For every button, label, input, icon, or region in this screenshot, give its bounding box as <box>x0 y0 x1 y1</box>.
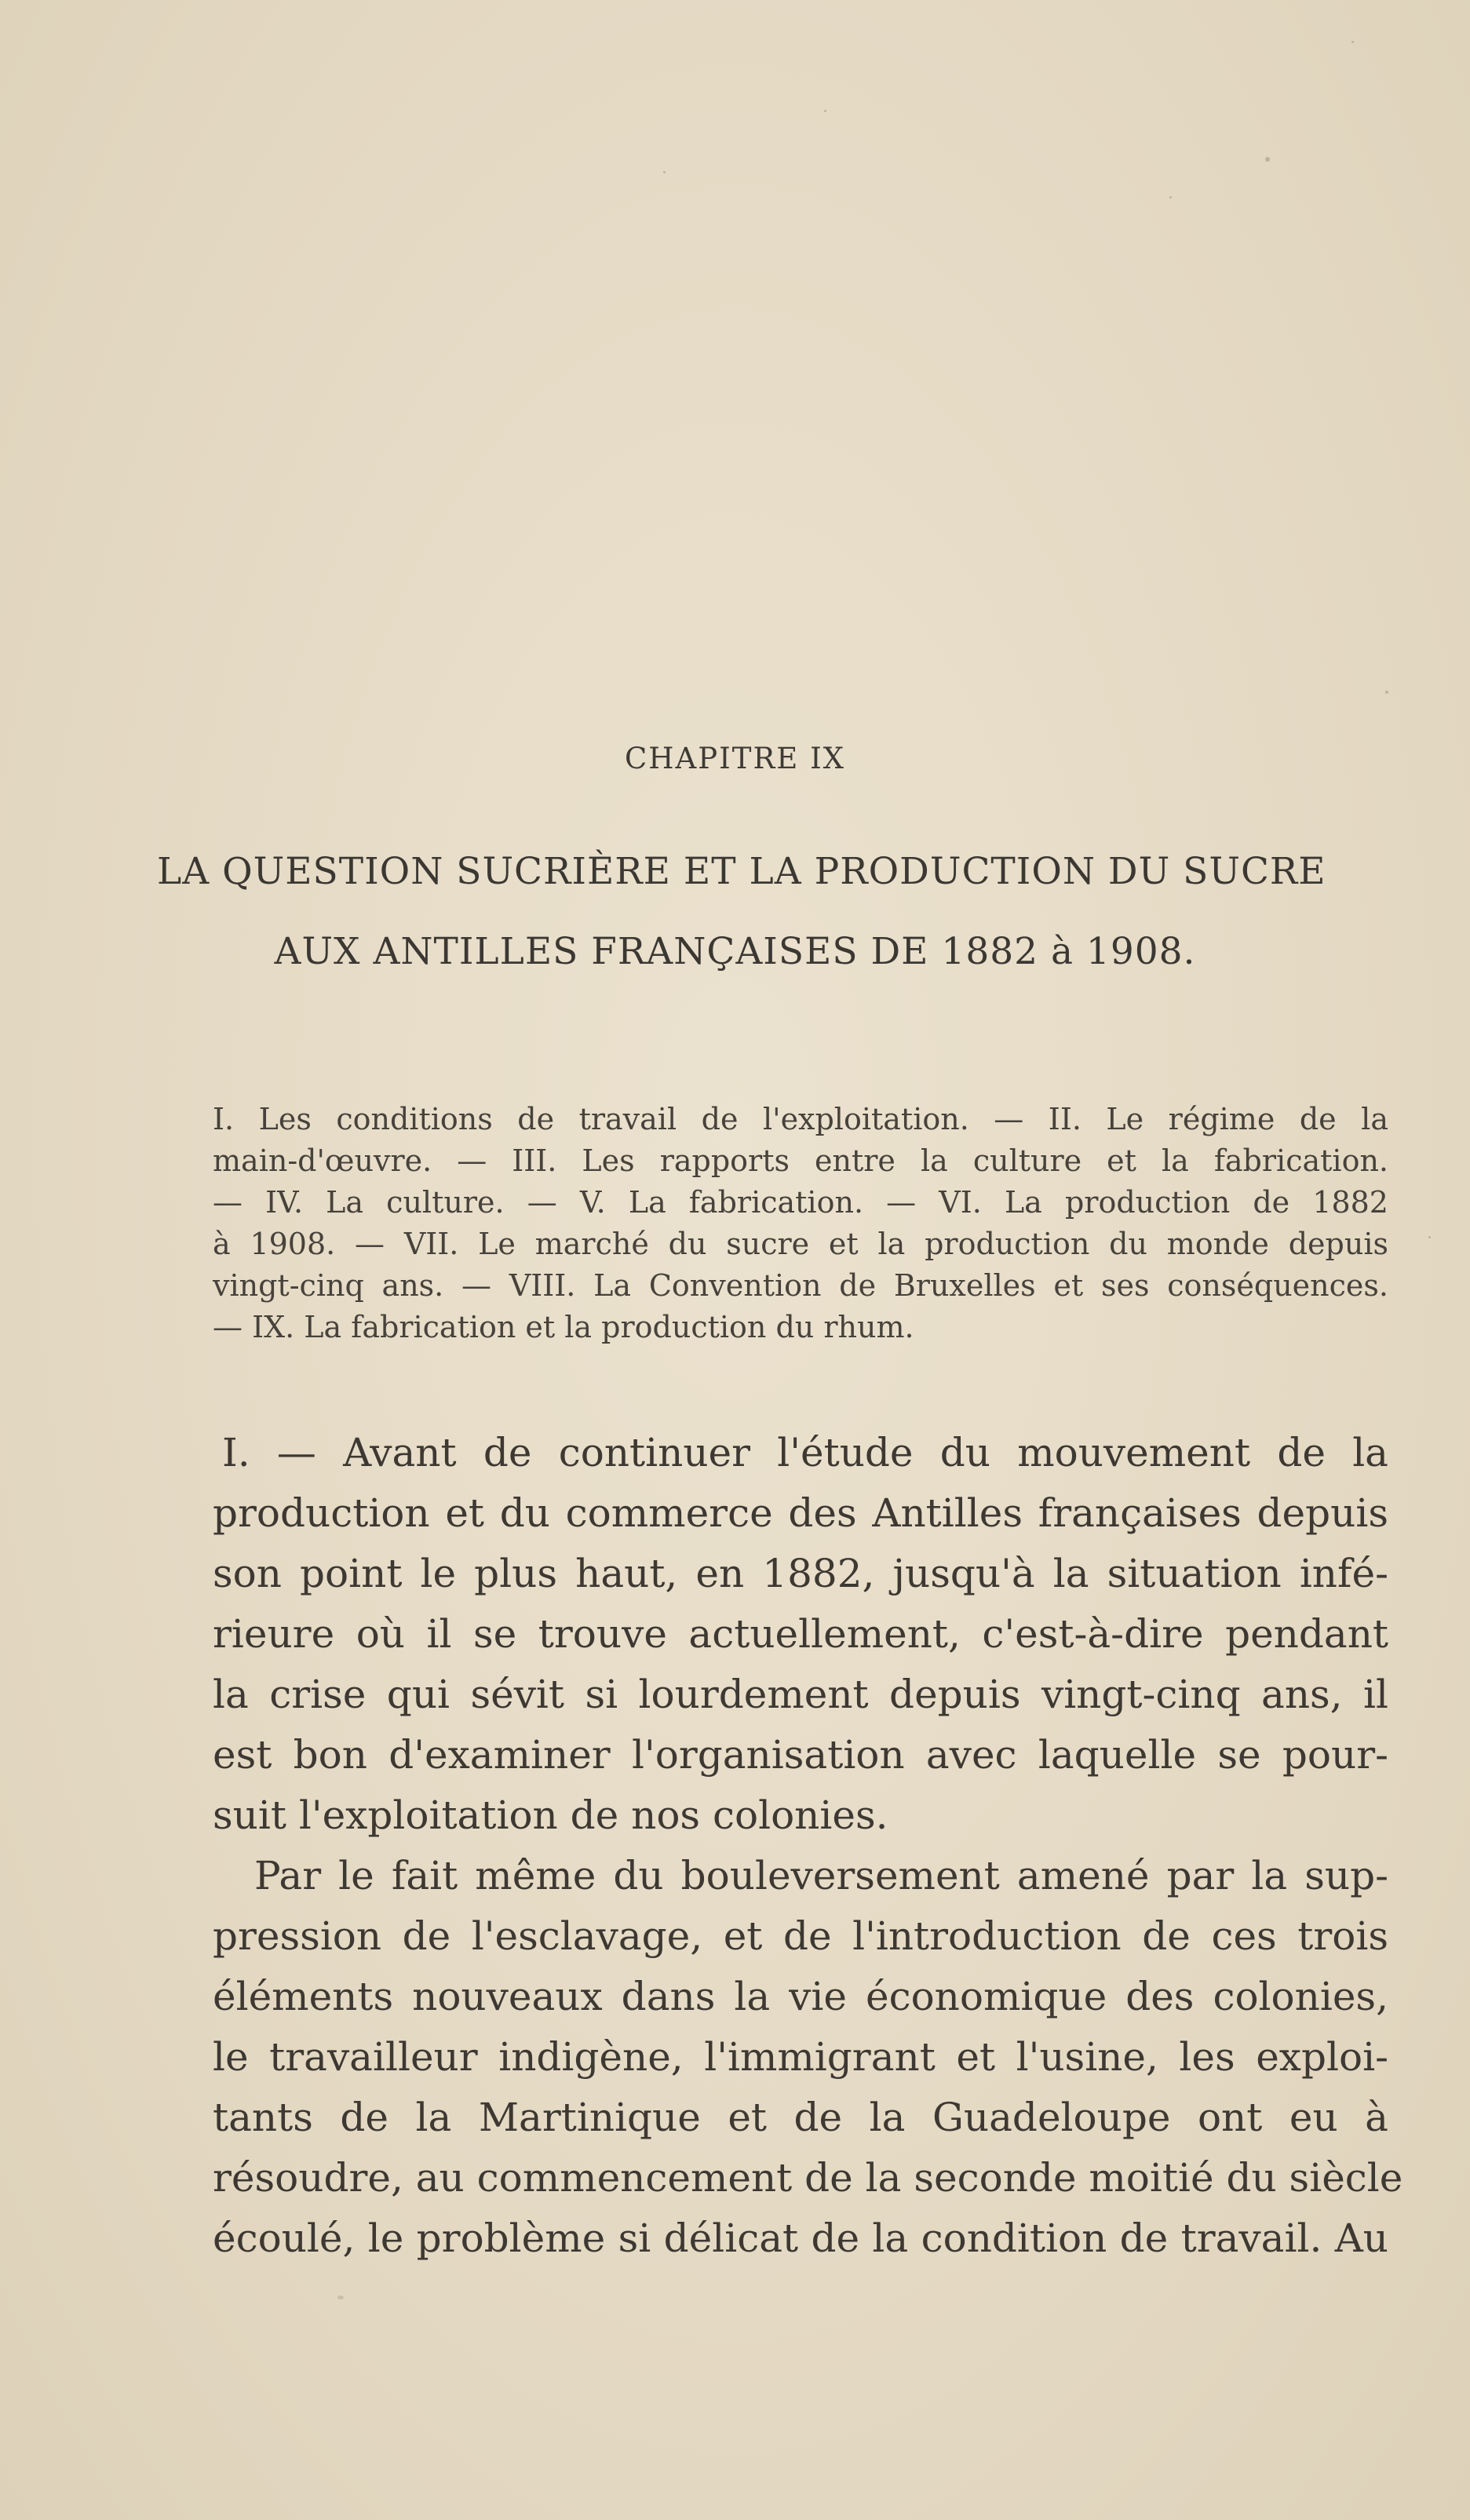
summary-line: — IX. La fabrication et la production du rhum. <box>213 1310 914 1344</box>
chapter-title-line-1: LA QUESTION SUCRIÈRE ET LA PRODUCTION DU SUCRE <box>157 850 1326 893</box>
body-line: est bon d'examiner l'organisation avec laquelle se pour- <box>213 1732 1388 1778</box>
paper-speck <box>1265 157 1270 162</box>
paper-speck <box>337 2296 344 2299</box>
paper-speck <box>1169 196 1172 199</box>
body-line: la crise qui sévit si lourdement depuis vingt-cinq ans, il <box>213 1672 1388 1717</box>
body-line: écoulé, le problème si délicat de la condition de travail. Au <box>213 2215 1388 2261</box>
chapter-title-line-2: AUX ANTILLES FRANÇAISES DE 1882 à 1908. <box>274 930 1196 973</box>
summary-line: — IV. La culture. — V. La fabrication. — VI. La production de 1882 <box>213 1185 1388 1220</box>
body-line: résoudre, au commencement de la seconde moitié du siècle <box>213 2155 1403 2201</box>
body-line: I. — Avant de continuer l'étude du mouvement de la <box>222 1430 1388 1475</box>
summary-line: I. Les conditions de travail de l'exploitation. — II. Le régime de la <box>213 1102 1388 1136</box>
paper-speck <box>824 110 826 112</box>
body-line: éléments nouveaux dans la vie économique des colonies, <box>213 1974 1388 2019</box>
summary-line: main-d'œuvre. — III. Les rapports entre la culture et la fabrication. <box>213 1143 1388 1178</box>
body-line: production et du commerce des Antilles françaises depuis <box>213 1490 1388 1536</box>
chapter-label: CHAPITRE IX <box>624 742 846 775</box>
body-line: le travailleur indigène, l'immigrant et l'usine, les exploi- <box>213 2034 1388 2080</box>
body-line: tants de la Martinique et de la Guadeloupe ont eu à <box>213 2095 1388 2140</box>
body-line: suit l'exploitation de nos colonies. <box>213 1792 888 1838</box>
body-line: rieure où il se trouve actuellement, c'est-à-dire pendant <box>213 1611 1388 1657</box>
body-line: pression de l'esclavage, et de l'introduction de ces trois <box>213 1913 1388 1959</box>
paper-speck <box>1385 691 1388 694</box>
body-line: Par le fait même du bouleversement amené par la sup- <box>254 1853 1388 1898</box>
paper-speck <box>1428 1236 1431 1238</box>
paper-speck <box>1351 41 1354 43</box>
paper-speck <box>663 171 666 173</box>
summary-line: à 1908. — VII. Le marché du sucre et la production du monde depuis <box>213 1227 1388 1261</box>
body-line: son point le plus haut, en 1882, jusqu'à la situation infé- <box>213 1551 1388 1596</box>
summary-line: vingt-cinq ans. — VIII. La Convention de Bruxelles et ses conséquences. <box>213 1268 1388 1303</box>
